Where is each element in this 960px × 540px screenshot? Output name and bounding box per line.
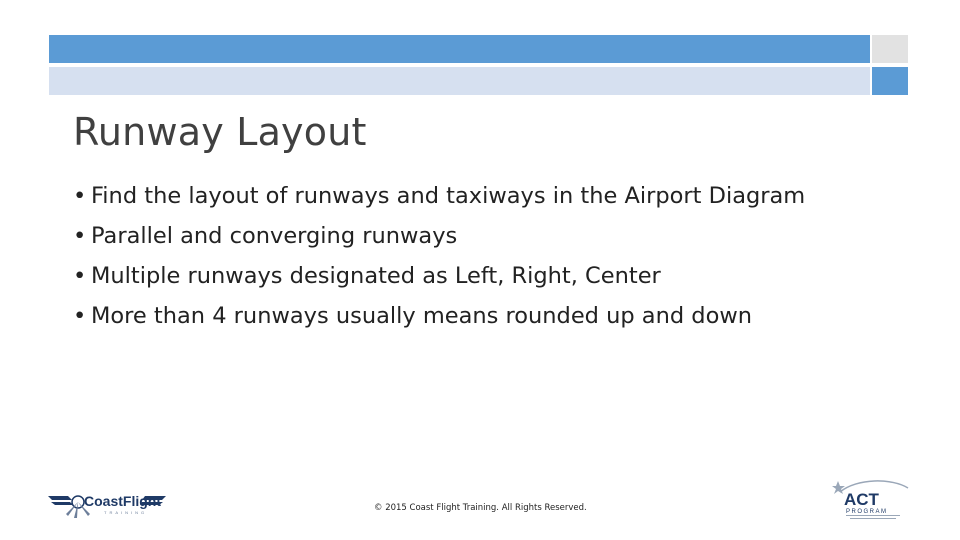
bullet-text: Multiple runways designated as Left, Right, Center	[91, 263, 661, 289]
logo-left-text: CoastFlight	[84, 493, 161, 509]
bullet-item	[73, 256, 805, 296]
bullet-item	[73, 216, 805, 256]
header-bar-top	[49, 35, 870, 63]
bullet-dot: •	[73, 303, 87, 329]
coastflight-logo	[46, 478, 171, 522]
bullet-dot: •	[73, 223, 87, 249]
header-square-top	[872, 35, 908, 63]
copyright-text: © 2015 Coast Flight Training. All Rights Reserved.	[374, 503, 587, 513]
bullet-item	[73, 296, 805, 336]
bullet-dot: •	[73, 183, 87, 209]
bullet-text: More than 4 runways usually means rounded up and down	[91, 303, 753, 329]
bullet-item	[73, 176, 805, 216]
slide-title: Runway Layout	[73, 110, 367, 154]
act-program-logo	[832, 478, 912, 522]
header-bar-bottom	[49, 67, 870, 95]
bullet-text: Find the layout of runways and taxiways in the Airport Diagram	[91, 183, 806, 209]
bullet-dot: •	[73, 263, 87, 289]
logo-right-text: ACT	[844, 490, 879, 509]
bullet-list	[73, 176, 805, 336]
logo-left-subtext: TRAINING	[104, 510, 148, 515]
logo-right-subtext: PROGRAM	[846, 509, 888, 515]
header-square-bottom	[872, 67, 908, 95]
bullet-text: Parallel and converging runways	[91, 223, 458, 249]
